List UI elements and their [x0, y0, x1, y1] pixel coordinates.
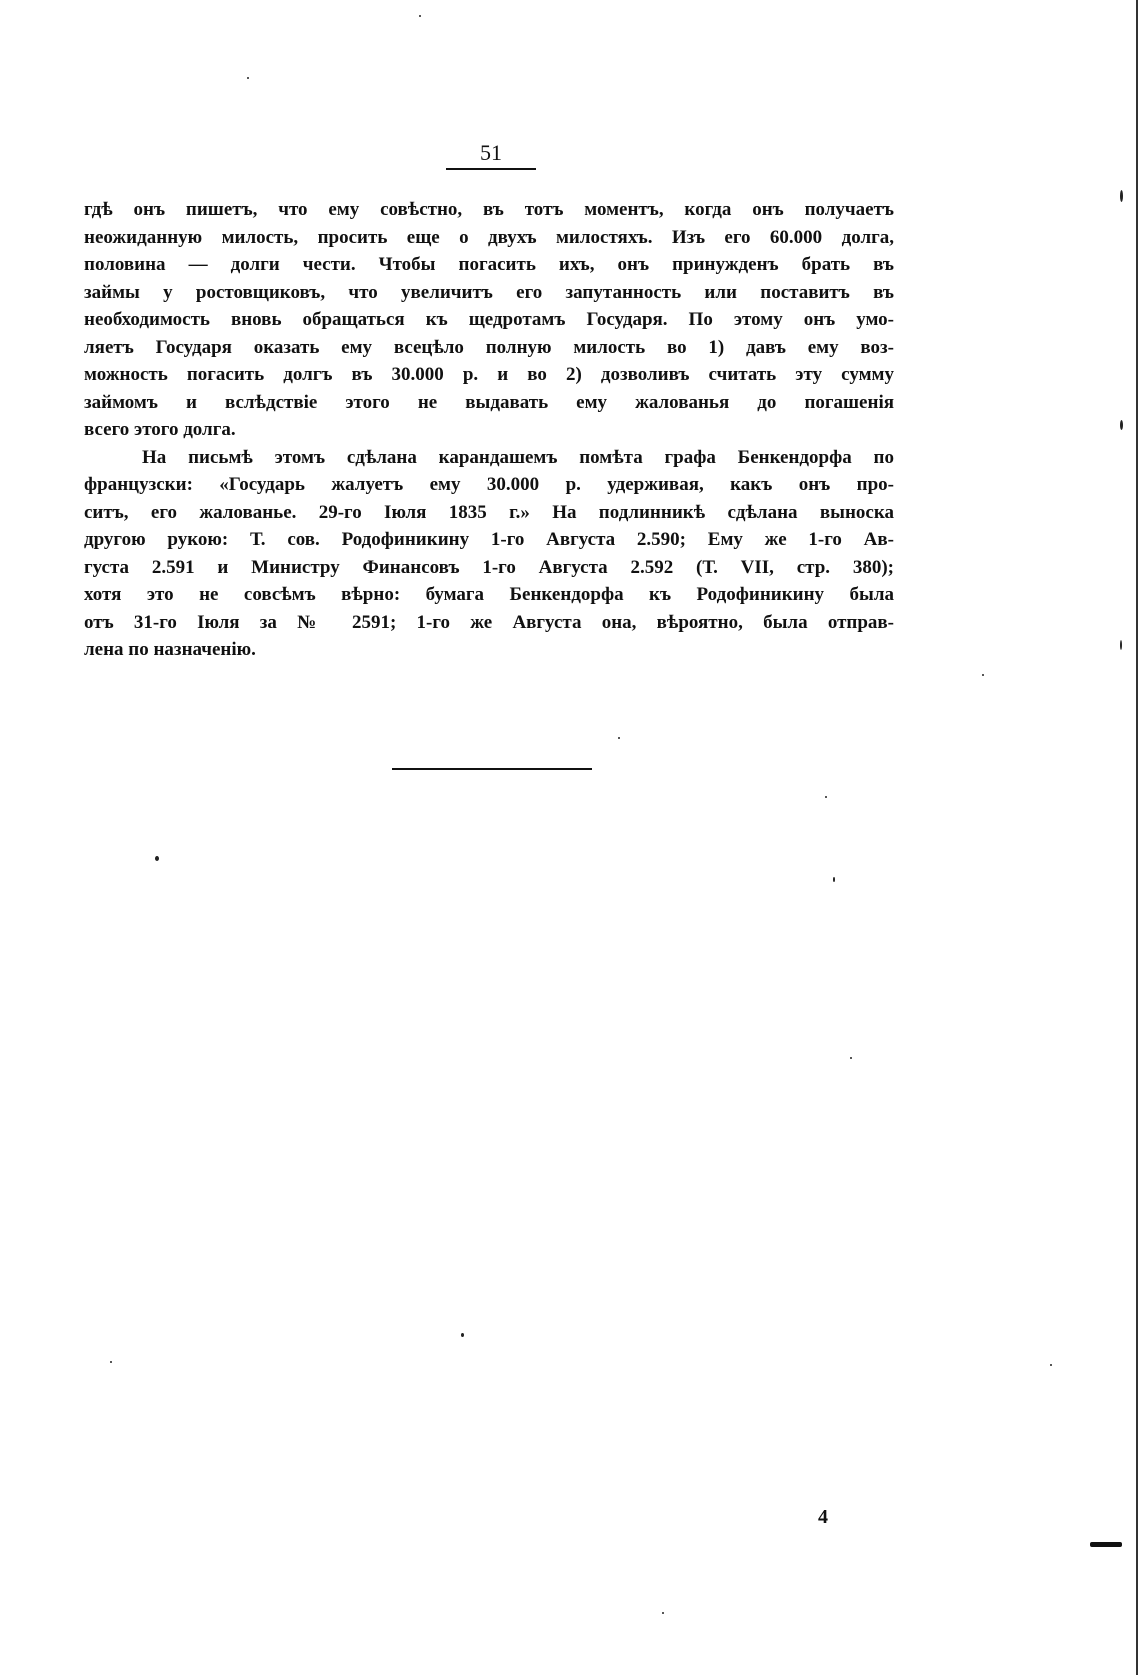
scan-speck: [1050, 1364, 1052, 1366]
text-line: займы у ростовщиковъ, что увеличитъ его запутанность или поставитъ въ: [84, 281, 894, 303]
scan-speck: [1120, 420, 1123, 430]
text-line: густа 2.591 и Министру Финансовъ 1-го Августа 2.592 (Т. VII, стр. 380);: [84, 556, 894, 578]
text-line: можность погасить долгъ въ 30.000 р. и во 2) дозволивъ считать эту сумму: [84, 364, 894, 385]
text-line: всего этого долга.: [84, 419, 236, 440]
text-line: лена по назначенію.: [84, 639, 256, 660]
text-line: половина — долги чести. Чтобы погасить ихъ, онъ принужденъ брать въ: [84, 254, 894, 275]
page-number-rule: [446, 168, 536, 170]
text-line: хотя это не совсѣмъ вѣрно: бумага Бенкендорфа къ Родофиникину была: [84, 584, 894, 605]
section-separator-rule: [392, 768, 592, 770]
text-line: другою рукою: Т. сов. Родофиникину 1-го Августа 2.590; Ему же 1-го Ав-: [84, 529, 894, 550]
scan-edge-line: [1136, 0, 1138, 1675]
page-number: 51: [480, 140, 502, 165]
scan-speck: [155, 856, 159, 861]
text-line: необходимость вновь обращаться къ щедротамъ Государя. По этому онъ умо-: [84, 309, 894, 330]
text-line: займомъ и вслѣдствіе этого не выдавать ему жалованья до погашенія: [84, 391, 894, 413]
scan-speck: [833, 877, 835, 882]
scan-speck: [850, 1057, 852, 1059]
text-line: ляетъ Государя оказать ему всецѣло полную милость во 1) давъ ему воз-: [84, 336, 894, 358]
scan-speck: [662, 1612, 664, 1614]
scan-speck: [1120, 640, 1122, 650]
edge-dash-mark: [1090, 1542, 1122, 1547]
signature-mark: 4: [818, 1506, 828, 1528]
body-text: [84, 196, 894, 664]
text-line: гдѣ онъ пишетъ, что ему совѣстно, въ тотъ моментъ, когда онъ получаетъ: [84, 199, 894, 220]
text-line: неожиданную милость, просить еще о двухъ милостяхъ. Изъ его 60.000 долга,: [84, 226, 894, 248]
scan-speck: [461, 1333, 464, 1337]
scan-speck: [110, 1361, 112, 1363]
scan-speck: [618, 737, 620, 739]
scan-speck: [419, 15, 421, 17]
text-line: французски: «Государь жалуетъ ему 30.000 р. удерживая, какъ онъ про-: [84, 474, 894, 495]
scan-speck: [982, 674, 984, 676]
text-line: На письмѣ этомъ сдѣлана карандашемъ помѣта графа Бенкендорфа по: [142, 446, 894, 468]
scan-speck: [247, 77, 249, 79]
scan-speck: [1120, 190, 1123, 202]
text-line: ситъ, его жалованье. 29-го Іюля 1835 г.» На подлинникѣ сдѣлана выноска: [84, 501, 894, 523]
scan-speck: [825, 796, 827, 798]
text-line: отъ 31-го Іюля за № 2591; 1-го же Августа она, вѣроятно, была отправ-: [84, 611, 894, 633]
